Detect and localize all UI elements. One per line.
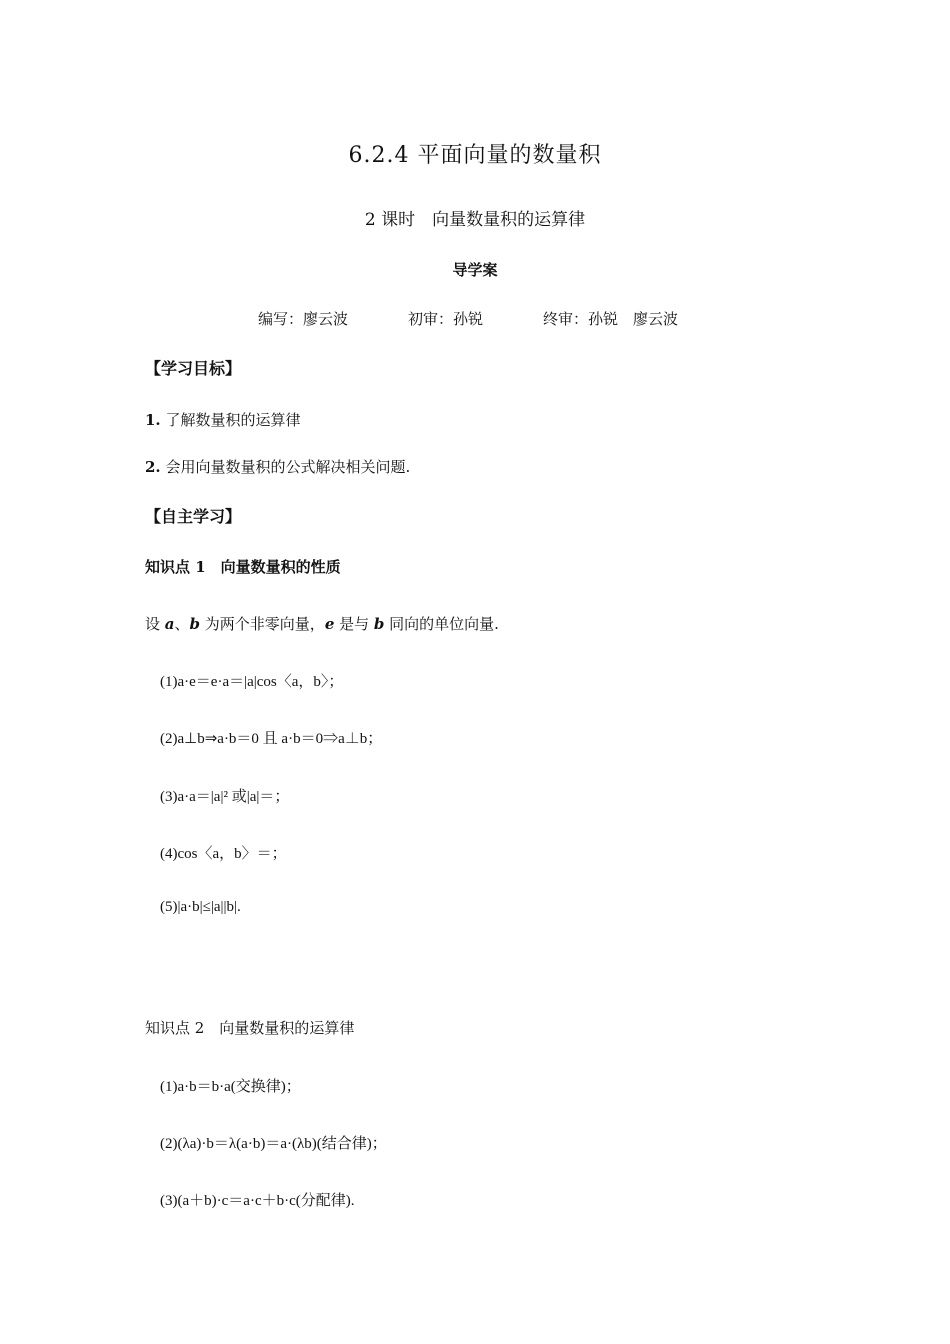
kp1-formula-5: (5)|a·b|≤|a||b|. [160, 899, 241, 915]
kp1-formula-2: (2)a⊥b⇒a·b＝0 且 a·b＝0⇒a⊥b； [160, 731, 383, 747]
kp1-formula-1: (1)a·e＝e·a＝|a|cos〈a，b〉； [160, 674, 344, 690]
doc-title: 6.2.4 平面向量的数量积 [348, 143, 602, 168]
goal-item-1-text: 了解数量积的运算律 [165, 411, 301, 429]
kp1-formula-3: (3)a·a＝|a|² 或|a|＝； [160, 789, 290, 805]
doc-subtitle: 2 课时 向量数量积的运算律 [364, 210, 586, 230]
author-credit: 编写：廖云波 [258, 310, 349, 328]
kp2-formula-1: (1)a·b＝b·a(交换律)； [160, 1079, 301, 1095]
reviewer-credit: 初审：孙锐 [408, 310, 484, 328]
kp2-formula-3: (3)(a＋b)·c＝a·c＋b·c(分配律). [160, 1193, 355, 1209]
kp1-formula-4: (4)cos〈a，b〉＝； [160, 846, 287, 862]
goal-item-1: 1. 了解数量积的运算律 [145, 411, 301, 429]
kp2-title: 知识点 2 向量数量积的运算律 [145, 1019, 355, 1037]
final-reviewer-credit: 终审：孙锐 廖云波 [543, 310, 679, 328]
goal-item-2-text: 会用向量数量积的公式解决相关问题. [165, 458, 411, 476]
self-study-heading: 【自主学习】 [145, 507, 242, 526]
kp1-intro: 设 a、b 为两个非零向量，e 是与 b 同向的单位向量. [145, 615, 499, 633]
doc-type-label: 导学案 [452, 261, 498, 279]
kp1-title: 知识点 1 向量数量积的性质 [145, 558, 341, 576]
kp2-formula-2: (2)(λa)·b＝λ(a·b)＝a·(λb)(结合律)； [160, 1136, 387, 1152]
goals-heading: 【学习目标】 [145, 359, 242, 378]
goal-item-2: 2. 会用向量数量积的公式解决相关问题. [145, 458, 411, 476]
